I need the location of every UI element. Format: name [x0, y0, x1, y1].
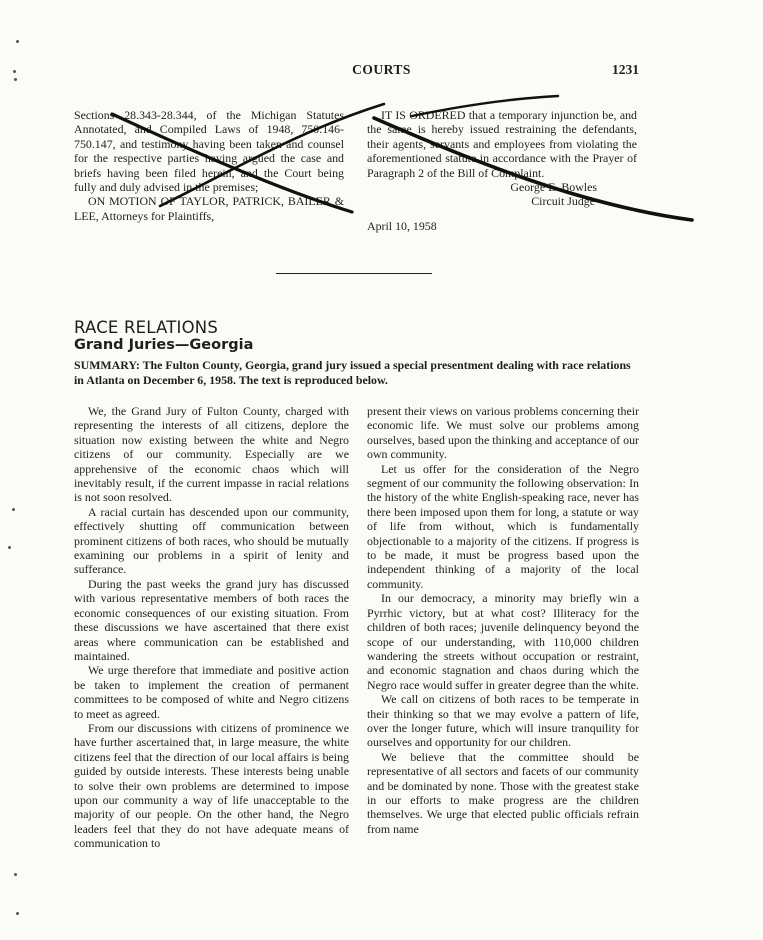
- section-divider: [276, 273, 432, 274]
- body-paragraph: We urge therefore that immediate and positive action be taken to implement the creation of permanent committees to be composed of white and Negro citizens to meet as agreed.: [74, 663, 349, 721]
- body-paragraph: A racial curtain has descended upon our community, effectively shutting off communication between prominent citizens of both races, who should be mutually examining our problems in a spirit of lenity and sufferance.: [74, 504, 349, 577]
- order-left-column: [74, 108, 344, 223]
- section-title: RACE RELATIONS: [74, 318, 219, 337]
- page-number: 1231: [612, 62, 639, 77]
- body-paragraph: We call on citizens of both races to be temperate in their thinking so that we may evolve a pattern of life, over the longer future, which will insure tranquility for ourselves and opportunity for our children.: [367, 692, 639, 750]
- body-left-column: [74, 404, 349, 851]
- margin-speck: [16, 912, 19, 915]
- body-paragraph: present their views on various problems concerning their economic life. We must solve our problems among ourselves, based upon the thinking and acceptance of our own community.: [367, 404, 639, 462]
- header-title: COURTS: [352, 62, 411, 77]
- margin-speck: [14, 78, 17, 81]
- margin-speck: [13, 70, 16, 73]
- body-paragraph: In our democracy, a minority may briefly win a Pyrrhic victory, but at what cost? Illiteracy for the children of both races; juvenile delinquency beyond the scope of our understanding, with 110,000 children wandering the streets without occupation or restraint, and economic stagnation and chaos during which the Negro race would suffer in greater degree than the white.: [367, 591, 639, 692]
- body-paragraph: During the past weeks the grand jury has discussed with various representative members of both races the economic consequences of our existing situation. From these discussions we have ascertained that there exist areas where communication can be established and maintained.: [74, 576, 349, 663]
- section-subtitle: Grand Juries—Georgia: [74, 337, 254, 353]
- judge-title: Circuit Judge: [531, 194, 595, 209]
- margin-speck: [8, 546, 11, 549]
- body-paragraph: Let us offer for the consideration of the Negro segment of our community the following observation: In the history of the white English-speaking race, never has there been imposed upon them for long, a statute or way of life from without, which is fundamentally objectionable to a majority of the citizens. If progress is to be made, it must be progress based upon the independent thinking of a majority of the local community.: [367, 461, 639, 591]
- order-motion: ON MOTION OF TAYLOR, PATRICK, BAILER & LEE, Attorneys for Plaintiffs,: [74, 194, 344, 223]
- order-date: April 10, 1958: [367, 218, 437, 233]
- body-paragraph: From our discussions with citizens of prominence we have further ascertained that, in large measure, the white citizens feel that the direction of our local affairs is being guided by outside interests. These interests being unable to solve their own problems are determined to impose upon our community a way of life unacceptable to the majority of our people. On the other hand, the Negro leaders feel that they do not have adequate means of communication to: [74, 720, 349, 851]
- judge-signature: George E. Bowles: [510, 180, 597, 195]
- margin-speck: [12, 508, 15, 511]
- body-paragraph: We, the Grand Jury of Fulton County, charged with representing the interests of all citizens, deplore the situation now existing between the white and Negro citizens of our community. Especially are we apprehensive of the economic chaos which will inevitably result, if the current impasse in racial relations is not soon resolved.: [74, 404, 349, 505]
- order-right-column: [367, 108, 637, 233]
- order-recital: Sections 28.343-28.344, of the Michigan Statutes Annotated, and Compiled Laws of 1948, 750.146-750.147, and testimony having been taken and counsel for the respective parties having argued the case and briefs having been filed herein, and the Court being fully and duly advised in the premises;: [74, 108, 344, 195]
- summary-paragraph: SUMMARY: The Fulton County, Georgia, grand jury issued a special presentment dealing with race relations in Atlanta on December 6, 1958. The text is reproduced below.: [74, 358, 631, 387]
- margin-speck: [14, 873, 17, 876]
- order-text: IT IS ORDERED that a temporary injunction be, and the same is hereby issued restraining the defendants, their agents, servants and employees from violating the aforementioned statute in accordance with the Prayer of Paragraph 2 of the Bill of Complaint.: [367, 108, 637, 180]
- body-paragraph: We believe that the committee should be representative of all sectors and facets of our community and be dominated by none. Those with the greatest stake in our efforts to make progress are the children themselves. We urge that elected public officials refrain from name: [367, 749, 639, 836]
- body-right-column: [367, 404, 639, 836]
- margin-speck: [16, 40, 19, 43]
